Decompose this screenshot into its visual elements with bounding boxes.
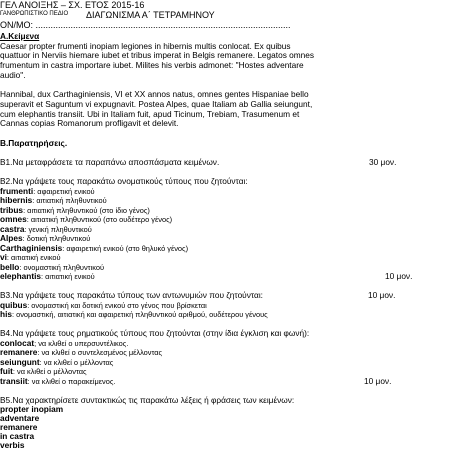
- b1-question: Β1.Να μεταφράσετε τα παραπάνω αποσπάσματα κειμένων.: [0, 157, 220, 167]
- b4-desc: ; να κλιθεί ο υπερσυντέλικος.: [34, 339, 129, 348]
- b3-item: [0, 301, 207, 309]
- b2-desc: : αφαιρετική ενικού (στο θηλυκό γένος): [62, 244, 189, 253]
- b5-question: Β5.Να χαρακτηρίσετε συντακτικώς τις παρακάτω λέξεις ή φράσεις των κειμένων:: [0, 395, 295, 405]
- section-b-title: Β.Παρατηρήσεις.: [0, 138, 68, 148]
- text1-line: audio".: [0, 70, 26, 80]
- b2-desc: : αφαιρετική ενικού: [33, 187, 95, 196]
- b3-question: Β3.Να γράψετε τους παρακάτω τύπους των αντωνυμιών που ζητούνται:: [0, 290, 263, 300]
- b4-item: [0, 348, 162, 356]
- b4-desc: : να κλιθεί ο συντελεσμένος μέλλοντας: [37, 348, 163, 357]
- b2-marks: 10 μον.: [385, 271, 413, 281]
- b4-marks: 10 μον.: [364, 376, 392, 386]
- b2-desc: : ονομαστική πληθυντικού: [19, 263, 104, 272]
- b4-word: fuit: [0, 366, 13, 376]
- b3-word: his: [0, 309, 12, 319]
- b5-item: verbis: [0, 440, 25, 450]
- b4-desc: : να κλιθεί ο μέλλοντας: [39, 358, 114, 367]
- b4-item: [0, 377, 115, 385]
- b2-word: hibernis: [0, 195, 33, 205]
- b3-word: quibus: [0, 300, 28, 310]
- b2-word: frumenti: [0, 186, 34, 196]
- b4-word: conlocat: [0, 338, 35, 348]
- section-a-title: Α.Κείμενα: [0, 31, 40, 41]
- b4-word: seiungunt: [0, 357, 40, 367]
- b4-item: [0, 358, 113, 366]
- b2-desc: : αιτιατική ενικού: [41, 272, 95, 281]
- text1-line: quattuor in Nerviis hiemare iubet et tribus imperat in Belgis remanere. Legatos omnes: [0, 50, 315, 60]
- b2-item: [0, 196, 107, 204]
- b2-desc: : αιτιατική πληθυντικού: [32, 196, 107, 205]
- b3-marks: 10 μον.: [368, 290, 396, 300]
- b2-item: [0, 244, 188, 252]
- b4-item: [0, 367, 87, 375]
- b2-question: Β2.Να γράψετε τους παρακάτω ονοματικούς τύπους που ζητούνται:: [0, 176, 248, 186]
- b4-desc: : να κλιθεί ο παρακείμενος.: [27, 377, 116, 386]
- b4-word: transiit: [0, 376, 28, 386]
- b2-word: vi: [0, 252, 7, 262]
- text2-line: Cannas copias Romanorum profligavit et delevit.: [0, 118, 179, 128]
- b3-item: [0, 310, 268, 318]
- b2-word: Alpes: [0, 233, 23, 243]
- b3-desc: : ονομαστική και δοτική ενικού στο γένος που βρίσκεται: [27, 301, 207, 310]
- student-name-line: ΟΝ/ΜΟ: ......................................................................................................: [0, 20, 291, 30]
- text2-line: superavit et Saguntum vi expugnavit. Postea Alpes, quae Italiam ab Gallia seiungunt,: [0, 99, 313, 109]
- text1-line: frumentum in castra importare iubet. Milites his verbis admonet: "Hostes adventare: [0, 60, 304, 70]
- b2-word: bello: [0, 262, 20, 272]
- b4-word: remanere: [0, 347, 38, 357]
- b2-item: [0, 215, 172, 223]
- b5-item: in castra: [0, 431, 35, 441]
- b1-marks: 30 μον.: [369, 157, 397, 167]
- b2-word: castra: [0, 224, 25, 234]
- b2-desc: : δοτική πληθυντικού: [22, 234, 91, 243]
- b5-item: remanere: [0, 422, 38, 432]
- b2-desc: : γενική πληθυντικού: [24, 225, 92, 234]
- b5-item: adventare: [0, 413, 40, 423]
- b2-word: Carthaginiensis: [0, 243, 63, 253]
- b2-word: omnes: [0, 214, 27, 224]
- b5-item: propter inopiam: [0, 404, 64, 414]
- exam-title: ΔΙΑΓΩΝΙΣΜΑ Α΄ ΤΕΤΡΑΜΗΝΟΥ: [86, 10, 215, 20]
- b2-word: elephantis: [0, 271, 42, 281]
- b2-item: [0, 234, 90, 242]
- b2-word: tribus: [0, 205, 24, 215]
- b2-item: [0, 272, 95, 280]
- b2-desc: : αιτιατική πληθυντικού (στο ίδιο γένος): [23, 206, 150, 215]
- b2-desc: : αιτιατική ενικού: [6, 253, 61, 262]
- b2-item: [0, 253, 61, 261]
- b3-desc: : ονομαστική, αιτιατική και αφαιρετική πληθυντικού αριθμού, ουδέτερου γένους: [12, 310, 268, 319]
- school-year-line: ΓΕΛ ΑΝΟΙΞΗΣ – ΣΧ. ΕΤΟΣ 2015-16: [0, 0, 145, 10]
- field-label: ΓΑΝΘΡΩΠΙΣΤΙΚΟ ΠΕΔΙΟ: [0, 11, 69, 17]
- text2-line: Hannibal, dux Carthaginiensis, VI et XX annos natus, omnes gentes Hispaniae bello: [0, 89, 309, 99]
- text1-line: Caesar propter frumenti inopiam legiones in hibernis multis conlocat. Ex quibus: [0, 41, 291, 51]
- b2-desc: : αιτιατική πληθυντικού (στο ουδέτερο γένος): [26, 215, 173, 224]
- b4-desc: : να κλιθεί ο μέλλοντας: [12, 367, 87, 376]
- b4-question: Β4.Να γράψετε τους ρηματικούς τύπους που ζητούνται (στην ίδια έγκλιση και φωνή):: [0, 328, 310, 338]
- text2-line: cum elephantis transiit. Ubi in Italiam fuit, apud Ticinum, Trebiam, Trasumenum et: [0, 109, 300, 119]
